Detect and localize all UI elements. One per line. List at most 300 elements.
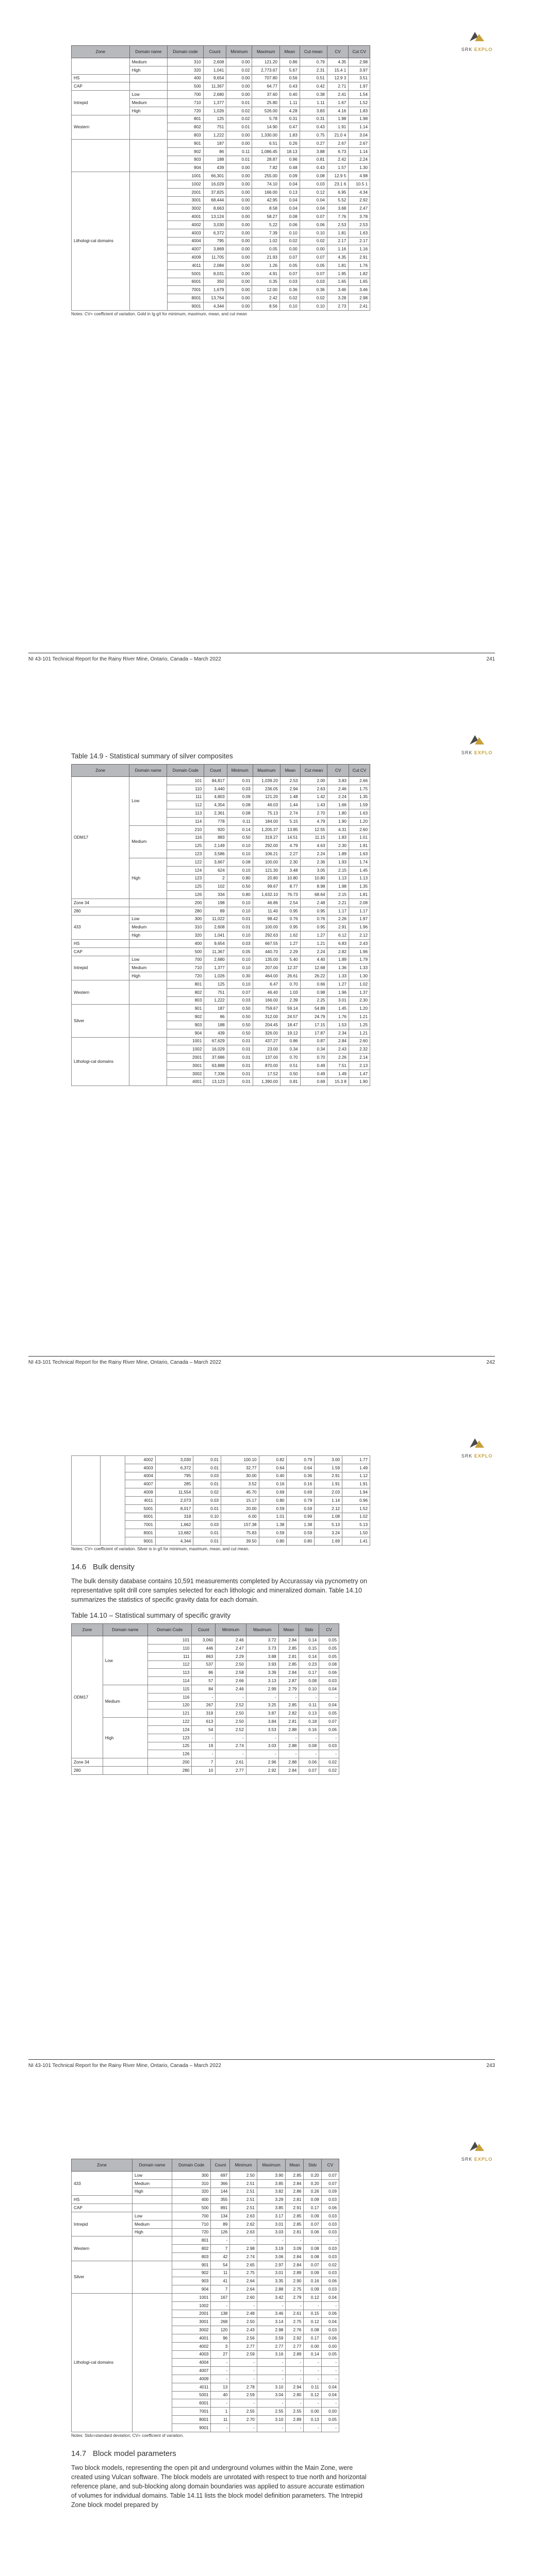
value-cell: 3.14 xyxy=(257,2318,286,2326)
domain-code-cell: 6001 xyxy=(125,1513,156,1521)
column-header: Mean xyxy=(286,2159,304,2172)
value-cell: 1.17 xyxy=(327,907,349,915)
value-cell: 0.00 xyxy=(226,91,252,99)
domain-code-cell: 901 xyxy=(172,2261,211,2269)
value-cell: 3.10 xyxy=(257,2415,286,2424)
section-number: 14.7 xyxy=(71,2449,87,2458)
value-cell: 135.00 xyxy=(253,956,280,964)
value-cell: - xyxy=(278,1734,299,1742)
column-header: Count xyxy=(211,2159,230,2172)
value-cell: 1.49 xyxy=(342,1464,370,1472)
value-cell: 0.69 xyxy=(259,1488,287,1497)
value-cell: 891 xyxy=(211,2204,230,2212)
domain-code-cell: 4002 xyxy=(167,221,203,229)
value-cell: 0.51 xyxy=(281,1061,301,1070)
value-cell: 1,679 xyxy=(203,286,226,294)
value-cell: 1.16 xyxy=(349,245,370,253)
domain-name-cell: High xyxy=(129,66,167,74)
value-cell: 1,026 xyxy=(203,107,226,115)
value-cell: 2.77 xyxy=(257,2342,286,2350)
domain-code-cell: 7001 xyxy=(167,286,203,294)
domain-code-cell: 500 xyxy=(167,82,203,91)
domain-code-cell: 2001 xyxy=(167,188,203,196)
value-cell: 0.06 xyxy=(321,2310,339,2318)
domain-code-cell: 901 xyxy=(167,139,203,147)
value-cell: 0.16 xyxy=(287,1480,315,1488)
value-cell: 24.79 xyxy=(300,1013,327,1021)
value-cell: 1.36 xyxy=(327,964,349,972)
table-row xyxy=(72,915,370,923)
value-cell: 41 xyxy=(211,2277,230,2285)
value-cell: 7,336 xyxy=(204,1070,227,1078)
value-cell: 1.67 xyxy=(327,98,349,107)
value-cell: 2.63 xyxy=(230,2228,257,2236)
value-cell: 2.71 xyxy=(327,82,349,91)
value-cell: 2.70 xyxy=(300,809,327,818)
domain-code-cell: 1001 xyxy=(167,172,203,180)
value-cell: 0.00 xyxy=(279,245,300,253)
zone-cell: Silver xyxy=(72,2261,133,2293)
zone-cell: HS xyxy=(72,74,130,82)
value-cell: - xyxy=(257,2424,286,2432)
value-cell: 1.08 xyxy=(315,1513,342,1521)
value-cell: 1.83 xyxy=(279,131,300,140)
block-model-paragraph: Two block models, representing the open pit and underground volumes within the Main Zone, were created using Vulcan software. The block models are unrotated with respect to true north and horizontal reference plane, and sub-blocking along domain boundaries was applied to assure accurate estimation of volumes for individual domains. Table 14.11 lists the block model definition parameters. The Intrepid Zone block model prepared by xyxy=(71,2464,367,2509)
value-cell: 4.31 xyxy=(327,825,349,834)
value-cell: 1.52 xyxy=(342,1504,370,1513)
value-cell: - xyxy=(299,1693,319,1701)
value-cell: 2.75 xyxy=(286,2285,304,2294)
domain-code-cell: 2001 xyxy=(167,1054,204,1062)
domain-code-cell: 903 xyxy=(172,2277,211,2285)
value-cell: 1.11 xyxy=(279,98,300,107)
value-cell: 0.03 xyxy=(319,1742,339,1750)
value-cell: 318 xyxy=(155,1513,193,1521)
value-cell: - xyxy=(286,2424,304,2432)
value-cell: 3.59 xyxy=(257,2334,286,2342)
value-cell: 1,222 xyxy=(203,131,226,140)
column-header: Stdv xyxy=(304,2159,321,2172)
value-cell: 13,123 xyxy=(204,1078,227,1086)
value-cell: 0.00 xyxy=(226,213,252,221)
value-cell: 0.06 xyxy=(321,2334,339,2342)
domain-code-cell: 4002 xyxy=(125,1456,156,1464)
value-cell: 0.08 xyxy=(227,858,253,866)
zone-cell: Western xyxy=(72,115,130,139)
domain-name-cell: High xyxy=(129,107,167,115)
value-cell: 2.74 xyxy=(281,809,301,818)
value-cell: 1,026 xyxy=(204,972,227,980)
value-cell: 11 xyxy=(211,2269,230,2277)
value-cell: 0.30 xyxy=(227,972,253,980)
value-cell: 2.92 xyxy=(246,1766,278,1774)
value-cell: 125 xyxy=(203,115,226,123)
value-cell: 366 xyxy=(211,2179,230,2188)
domain-name-cell: Low xyxy=(129,777,167,826)
domain-code-cell: 4007 xyxy=(167,245,203,253)
value-cell: - xyxy=(192,1693,216,1701)
value-cell: 0.17 xyxy=(304,2204,321,2212)
value-cell: - xyxy=(192,1734,216,1742)
domain-code-cell: 3001 xyxy=(167,196,203,205)
value-cell: 1.20 xyxy=(349,817,370,825)
table-row xyxy=(72,2204,339,2212)
value-cell: 2.42 xyxy=(327,156,349,164)
value-cell: 2.99 xyxy=(246,1685,278,1693)
domain-code-cell: 9001 xyxy=(167,302,203,310)
value-cell: 1.76 xyxy=(349,261,370,269)
value-cell: 46.86 xyxy=(253,899,280,907)
value-cell: 0.20 xyxy=(304,2179,321,2188)
domain-code-cell: 200 xyxy=(147,1758,192,1767)
domain-name-cell: Medium xyxy=(129,98,167,107)
value-cell: 2.54 xyxy=(281,899,301,907)
value-cell: 0.70 xyxy=(281,1054,301,1062)
value-cell: 2.85 xyxy=(278,1660,299,1669)
value-cell: 0.75 xyxy=(300,131,327,140)
value-cell: 624 xyxy=(204,866,227,874)
column-header: Minimum xyxy=(227,765,253,777)
domain-name-cell: Low xyxy=(129,91,167,99)
value-cell: 350 xyxy=(203,278,226,286)
value-cell: 0.99 xyxy=(287,1513,315,1521)
value-cell: 0.02 xyxy=(226,66,252,74)
value-cell: 9,654 xyxy=(203,74,226,82)
value-cell: 1.59 xyxy=(349,801,370,809)
value-cell: 3.90 xyxy=(257,2172,286,2180)
value-cell: 0.16 xyxy=(304,2277,321,2285)
value-cell: - xyxy=(321,2359,339,2367)
value-cell: 2.53 xyxy=(327,221,349,229)
value-cell: 67,629 xyxy=(204,1037,227,1045)
value-cell: 2.67 xyxy=(327,139,349,147)
value-cell: 0.59 xyxy=(287,1529,315,1537)
value-cell: 0.35 xyxy=(252,278,280,286)
silver-composite-stats-table xyxy=(71,764,370,1086)
value-cell: - xyxy=(319,1734,339,1742)
value-cell: 0.10 xyxy=(193,1513,221,1521)
domain-name-cell xyxy=(133,2293,172,2432)
value-cell: 1.90 xyxy=(349,1078,370,1086)
table-row xyxy=(72,907,370,915)
column-header: Maximum xyxy=(246,1624,278,1636)
domain-code-cell: 122 xyxy=(147,1718,192,1726)
value-cell: 1,086.45 xyxy=(252,147,280,156)
value-cell: 46.03 xyxy=(253,801,280,809)
value-cell: 0.00 xyxy=(226,221,252,229)
value-cell: 0.17 xyxy=(299,1669,319,1677)
value-cell: - xyxy=(230,2375,257,2383)
domain-code-cell: 904 xyxy=(172,2285,211,2294)
domain-name-cell: Low xyxy=(133,2172,172,2180)
value-cell: 11,367 xyxy=(203,82,226,91)
value-cell: 3,440 xyxy=(204,785,227,793)
table-row xyxy=(72,1685,339,1693)
value-cell: - xyxy=(230,2367,257,2375)
value-cell: 2.47 xyxy=(349,205,370,213)
value-cell: 1.43 xyxy=(300,801,327,809)
table-row xyxy=(72,2196,339,2204)
value-cell: - xyxy=(216,1734,246,1742)
value-cell: 1.83 xyxy=(349,107,370,115)
value-cell: 2.46 xyxy=(327,785,349,793)
domain-name-cell: High xyxy=(133,2188,172,2196)
value-cell: 883 xyxy=(204,834,227,842)
zone-cell: 433 xyxy=(72,2172,133,2196)
column-header: Cut mean xyxy=(300,765,327,777)
srk-logo-icon xyxy=(468,733,486,747)
value-cell: 2.80 xyxy=(286,2391,304,2399)
value-cell: - xyxy=(211,2375,230,2383)
domain-code-cell: 116 xyxy=(167,834,204,842)
value-cell: 23.00 xyxy=(253,1045,280,1054)
value-cell: 26.61 xyxy=(281,972,301,980)
domain-code-cell: 4011 xyxy=(167,261,203,269)
value-cell: 1.14 xyxy=(315,1496,342,1504)
value-cell: 1.02 xyxy=(342,1513,370,1521)
value-cell: 14.51 xyxy=(281,834,301,842)
domain-name-cell xyxy=(101,1456,125,1546)
zone-cell: ODM17 xyxy=(72,777,129,899)
brand-name: SRK xyxy=(461,47,473,52)
value-cell: 98.42 xyxy=(253,915,280,923)
value-cell: 6.95 xyxy=(327,188,349,196)
page-footer xyxy=(28,653,495,662)
zone-cell xyxy=(72,139,130,172)
value-cell: 0.80 xyxy=(227,891,253,899)
value-cell: 2.89 xyxy=(286,2415,304,2424)
value-cell: 8.56 xyxy=(252,302,280,310)
value-cell: 1.81 xyxy=(349,891,370,899)
zone-cell: CAP xyxy=(72,2204,133,2212)
value-cell: 166.00 xyxy=(253,996,280,1005)
domain-name-cell xyxy=(103,1758,147,1767)
value-cell: 157.38 xyxy=(221,1521,259,1529)
value-cell: 106.21 xyxy=(253,850,280,858)
value-cell: 0.04 xyxy=(321,2383,339,2391)
value-cell: 0.02 xyxy=(300,237,327,245)
value-cell: - xyxy=(321,2301,339,2310)
value-cell: 1,662 xyxy=(155,1521,193,1529)
value-cell: 166.00 xyxy=(252,188,280,196)
value-cell: 0.10 xyxy=(227,907,253,915)
domain-name-cell xyxy=(129,947,167,956)
domain-code-cell: 7001 xyxy=(125,1521,156,1529)
value-cell: 26.22 xyxy=(300,972,327,980)
value-cell: 0.09 xyxy=(304,2212,321,2220)
page-243 xyxy=(0,1406,544,2110)
value-cell: 0.06 xyxy=(304,2228,321,2236)
zone-cell: CAP xyxy=(72,82,130,91)
value-cell: 0.07 xyxy=(304,2261,321,2269)
value-cell: 11,705 xyxy=(203,253,226,262)
value-cell: 204.45 xyxy=(253,1021,280,1029)
value-cell: 0.95 xyxy=(300,907,327,915)
value-cell: - xyxy=(304,2236,321,2245)
value-cell: 0.50 xyxy=(227,1013,253,1021)
value-cell: 1.80 xyxy=(327,809,349,818)
value-cell: 0.05 xyxy=(252,245,280,253)
domain-code-cell: 802 xyxy=(172,2245,211,2253)
column-header: Mean xyxy=(278,1624,299,1636)
value-cell: - xyxy=(286,2399,304,2408)
section-title: Block model parameters xyxy=(93,2449,176,2458)
value-cell: 2.88 xyxy=(278,1758,299,1767)
value-cell: 2.86 xyxy=(286,2188,304,2196)
value-cell: - xyxy=(319,1750,339,1758)
value-cell: 0.16 xyxy=(259,1480,287,1488)
value-cell: 0.01 xyxy=(227,1045,253,1054)
domain-code-cell: 4011 xyxy=(125,1496,156,1504)
value-cell: 1.98 xyxy=(327,883,349,891)
value-cell: 2.82 xyxy=(278,1709,299,1718)
zone-cell: Zone 34 xyxy=(72,1758,103,1767)
value-cell: 0.05 xyxy=(227,947,253,956)
value-cell: 1.01 xyxy=(349,834,370,842)
value-cell: 2.50 xyxy=(230,2318,257,2326)
value-cell: 0.00 xyxy=(226,82,252,91)
column-header: Maximum xyxy=(257,2159,286,2172)
value-cell: 355 xyxy=(211,2196,230,2204)
table-row xyxy=(72,1636,339,1645)
value-cell: - xyxy=(286,2236,304,2245)
value-cell: 2.67 xyxy=(349,139,370,147)
value-cell: 1.02 xyxy=(252,237,280,245)
value-cell: 0.04 xyxy=(279,196,300,205)
value-cell: 0.01 xyxy=(193,1480,221,1488)
domain-name-cell: Medium xyxy=(133,2179,172,2188)
table-row xyxy=(72,2212,339,2220)
zone-cell: HS xyxy=(72,2196,133,2204)
value-cell: 3.03 xyxy=(246,1742,278,1750)
domain-code-cell: 110 xyxy=(167,785,204,793)
value-cell: 1.45 xyxy=(349,866,370,874)
domain-code-cell: 121 xyxy=(147,1709,192,1718)
value-cell: - xyxy=(216,1750,246,1758)
value-cell: 3.51 xyxy=(349,74,370,82)
value-cell: 2,084 xyxy=(203,261,226,269)
value-cell: 0.04 xyxy=(300,196,327,205)
value-cell: 7 xyxy=(211,2245,230,2253)
value-cell: 0.01 xyxy=(226,123,252,131)
value-cell: 0.02 xyxy=(321,2261,339,2269)
zone-cell: HS xyxy=(72,939,129,947)
domain-code-cell: 901 xyxy=(167,1005,204,1013)
value-cell: 13,682 xyxy=(155,1529,193,1537)
value-cell: 1.83 xyxy=(327,834,349,842)
value-cell: 4.40 xyxy=(300,956,327,964)
value-cell: - xyxy=(304,2375,321,2383)
value-cell: 0.79 xyxy=(287,1456,315,1464)
domain-code-cell: 7001 xyxy=(172,2408,211,2416)
value-cell: 2.90 xyxy=(286,2277,304,2285)
value-cell: 1.63 xyxy=(349,850,370,858)
value-cell: 99.67 xyxy=(253,883,280,891)
value-cell: 0.02 xyxy=(226,115,252,123)
value-cell: 0.26 xyxy=(304,2188,321,2196)
value-cell: 0.05 xyxy=(319,1636,339,1645)
value-cell: 4.28 xyxy=(279,107,300,115)
value-cell: 2.26 xyxy=(327,915,349,923)
value-cell: 0.00 xyxy=(226,188,252,196)
zone-cell: 433 xyxy=(72,915,129,939)
value-cell: - xyxy=(278,1750,299,1758)
value-cell: 3.87 xyxy=(246,1709,278,1718)
value-cell: 0.09 xyxy=(227,793,253,801)
value-cell: 3.68 xyxy=(327,205,349,213)
value-cell: 3,060 xyxy=(192,1636,216,1645)
value-cell: 707.80 xyxy=(252,74,280,82)
value-cell: 2.87 xyxy=(278,1677,299,1685)
value-cell: 1.81 xyxy=(327,261,349,269)
value-cell: 2.77 xyxy=(286,2342,304,2350)
value-cell: 7 xyxy=(192,1758,216,1767)
value-cell: 0.17 xyxy=(304,2334,321,2342)
value-cell: 1.37 xyxy=(349,988,370,996)
footer-text: NI 43-101 Technical Report for the Rainy River Mine, Ontario, Canada – March 2022 xyxy=(28,656,221,662)
value-cell: 0.95 xyxy=(281,907,301,915)
value-cell: 0.00 xyxy=(226,302,252,310)
value-cell: 2,361 xyxy=(204,809,227,818)
value-cell: 0.70 xyxy=(281,980,301,988)
value-cell: 2.30 xyxy=(327,842,349,850)
column-header: CV xyxy=(319,1624,339,1636)
domain-code-cell: 710 xyxy=(167,964,204,972)
domain-name-cell: Low xyxy=(103,1636,147,1685)
value-cell: 8,017 xyxy=(155,1504,193,1513)
value-cell: 1.81 xyxy=(327,229,349,237)
value-cell: 2.89 xyxy=(286,2350,304,2359)
value-cell: 2.52 xyxy=(216,1701,246,1709)
value-cell: 39.50 xyxy=(221,1537,259,1545)
value-cell: 0.51 xyxy=(300,74,327,82)
value-cell: 5.52 xyxy=(327,196,349,205)
zone-cell: Western xyxy=(72,2236,133,2261)
value-cell: 2.24 xyxy=(349,156,370,164)
value-cell: 0.02 xyxy=(279,237,300,245)
value-cell: 255.00 xyxy=(252,172,280,180)
value-cell: 3.24 xyxy=(315,1529,342,1537)
value-cell: 759.67 xyxy=(253,1005,280,1013)
value-cell: 11,554 xyxy=(155,1488,193,1497)
value-cell: 0.10 xyxy=(300,302,327,310)
domain-code-cell: 700 xyxy=(167,91,203,99)
column-header: Domain name xyxy=(129,46,167,58)
value-cell: 0.42 xyxy=(300,82,327,91)
value-cell: 63,888 xyxy=(204,1061,227,1070)
value-cell: 2,608 xyxy=(204,923,227,931)
value-cell: 0.95 xyxy=(281,923,301,931)
value-cell: 0.00 xyxy=(226,131,252,140)
value-cell: 613 xyxy=(192,1718,216,1726)
value-cell: 0.00 xyxy=(226,278,252,286)
value-cell: 0.79 xyxy=(287,1496,315,1504)
value-cell: 1.93 xyxy=(327,858,349,866)
value-cell: 8.77 xyxy=(281,883,301,891)
value-cell: 1.90 xyxy=(327,817,349,825)
value-cell: 2.46 xyxy=(216,1636,246,1645)
value-cell: 3 xyxy=(211,2342,230,2350)
value-cell: 2.55 xyxy=(230,2408,257,2416)
column-header: Count xyxy=(192,1624,216,1636)
value-cell: 17.15 xyxy=(300,1021,327,1029)
value-cell: 0.09 xyxy=(279,172,300,180)
value-cell: 1.91 xyxy=(342,1480,370,1488)
value-cell: 0.01 xyxy=(193,1504,221,1513)
value-cell: 0.05 xyxy=(321,2415,339,2424)
value-cell: 0.03 xyxy=(227,996,253,1005)
value-cell: 12.9 3 xyxy=(327,74,349,82)
